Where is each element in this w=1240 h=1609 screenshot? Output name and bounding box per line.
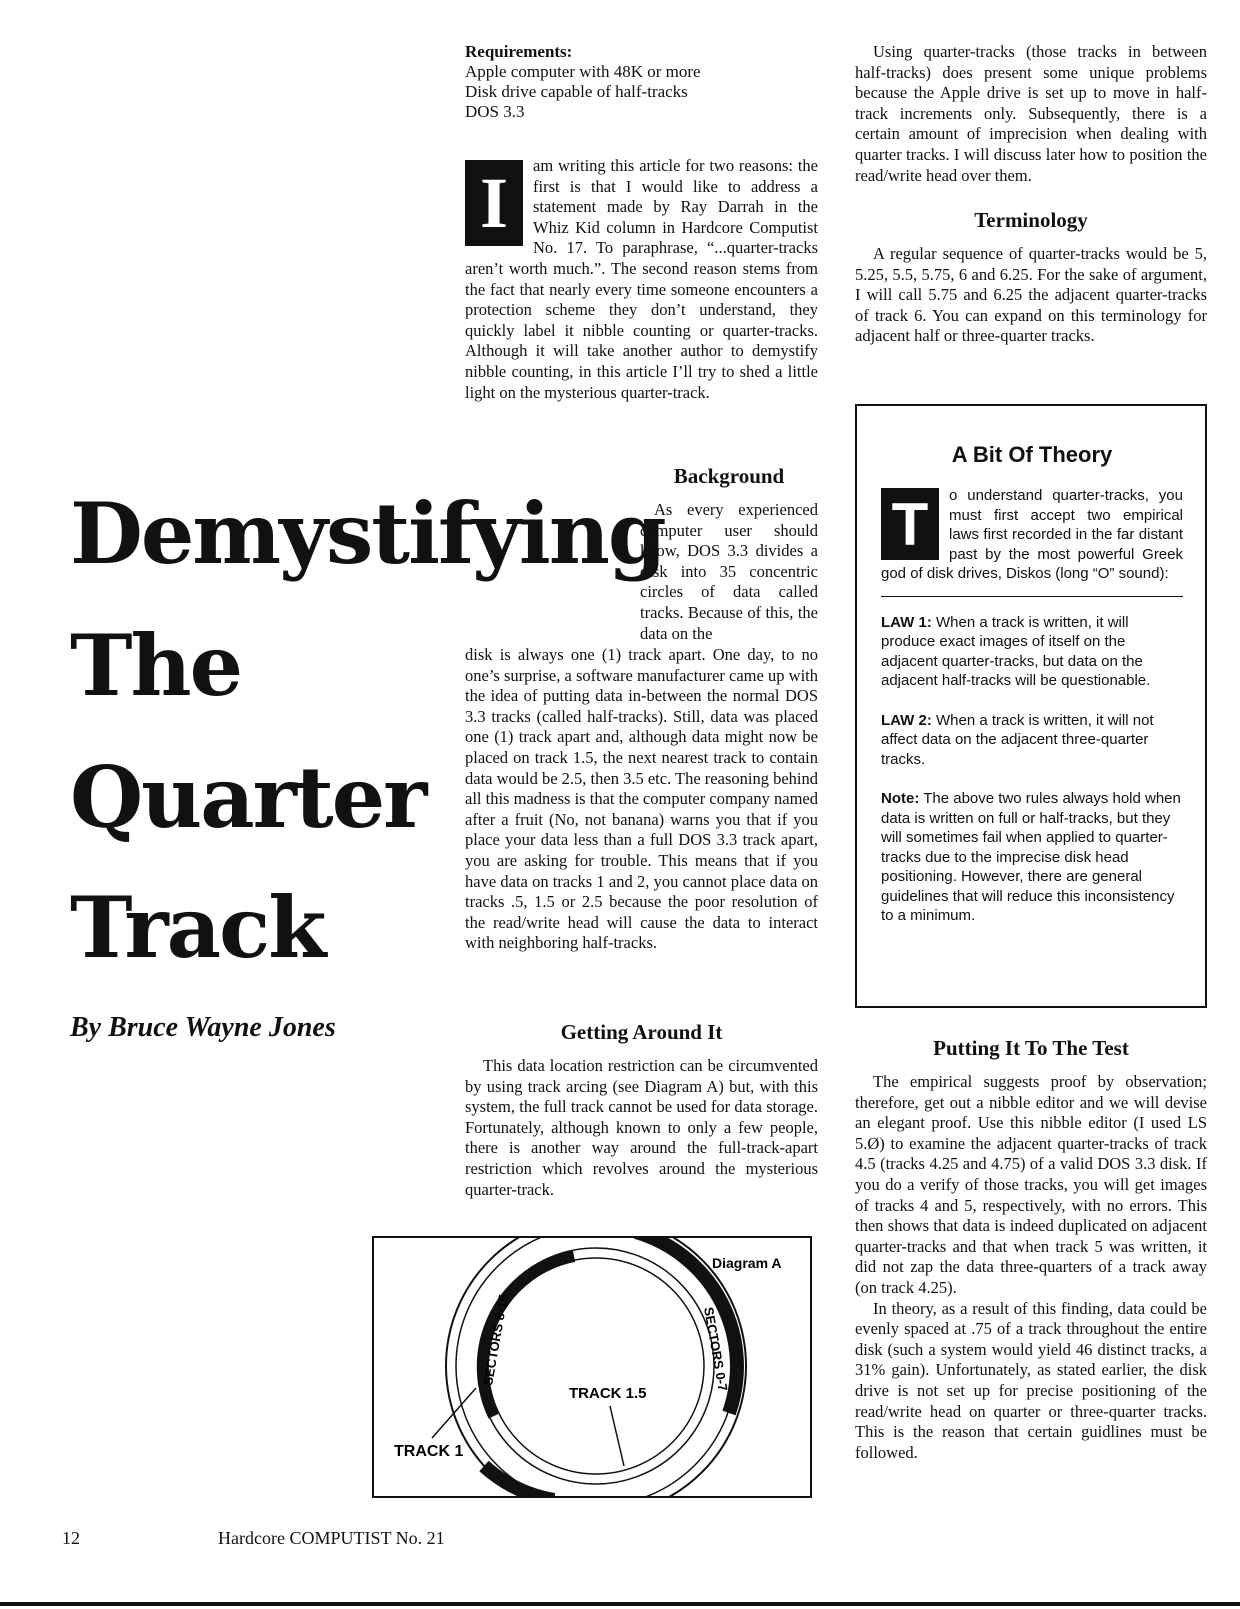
terminology-paragraph: A regular sequence of quarter-tracks would be 5, 5.25, 5.5, 5.75, 6 and 6.25. For the sake of argument, I will call 5.75 and 6.25 the adjacent quarter-tracks of track 6. You can expand on this terminology for adjacent half or three-quarter tracks. — [855, 244, 1207, 346]
law-1-label: LAW 1: — [881, 613, 932, 631]
title-line-3: Quarter — [70, 748, 426, 847]
requirement-item: Apple computer with 48K or more — [465, 62, 701, 81]
diagram-a — [372, 1236, 812, 1498]
requirements-heading: Requirements: — [465, 42, 573, 61]
title-line-4: Track — [70, 878, 325, 977]
byline: By Bruce Wayne Jones — [70, 1012, 336, 1043]
background-paragraph-bottom: disk is always one (1) track apart. One day, to no one’s surprise, a software manufacturer came up with the idea of putting data in-between the normal DOS 3.3 tracks (called half-tracks). Still, data was placed one (1) track apart and, although data might now be placed on track 1.5, the next nearest track to contain data would be 2.5, then 3.5 etc. The reasoning behind all this madness is that the computer company named after a fruit (No, not banana) warns you that if you place your data less than a full DOS 3.3 track apart, you are asking for trouble. This means that if you have data on tracks 1 and 2, you cannot place data on tracks .5, 1.5 or 2.5 because the poor resolution of the read/write head will cause the data to interact with neighboring half-tracks. — [465, 645, 818, 953]
theory-intro: o understand quarter-tracks, you must first accept two empirical laws first recorded in the far distant past by the most powerful Greek god of disk drives, Diskos (long “O” sound): — [881, 487, 1183, 582]
sectors-0-7-label: SECTORS 0-7 — [701, 1305, 731, 1393]
theory-note — [881, 789, 1183, 926]
track-1-5-label: TRACK 1.5 — [569, 1385, 647, 1402]
law-2-text: When a track is written, it will not affect data on the adjacent three-quarter tracks. — [881, 711, 1154, 768]
theory-divider — [881, 596, 1183, 597]
law-2 — [881, 711, 1183, 770]
intro-paragraph: am writing this article for two reasons: the first is that I would like to address a statement made by Ray Darrah in the Whiz Kid column in Hardcore Computist No. 17. To paraphrase, “...quarter-tracks aren’t worth much.”. The second reason stems from the fact that nearly every time someone encounters a protection scheme they don’t understand, they quickly label it nibble counting or quarter-tracks. Although it will take another author to demystify nibble counting, in this article I’ll try to shed a little light on the mysterious quarter-track. — [465, 156, 818, 402]
law-1-text: When a track is written, it will produce exact images of itself on the adjacent quarter-tracks, but data on the adjacent half-tracks will be questionable. — [881, 613, 1151, 689]
terminology-heading: Terminology — [974, 208, 1088, 232]
test-paragraph-2: In theory, as a result of this finding, data could be evenly spaced at .75 of a track throughout the entire disk (such a system would yield 46 distinct tracks, a 31% gain). Unfortunately, as stated earlier, the disk drive is not set up for precise positioning of the read/write head on quarter or three-quarter tracks. This is the reason that certain guidlines must be followed. — [855, 1298, 1207, 1462]
intro-dropcap: I — [465, 160, 523, 246]
getting-around-heading: Getting Around It — [560, 1020, 723, 1044]
requirements-box — [465, 42, 825, 122]
test-heading: Putting It To The Test — [933, 1036, 1129, 1060]
title-line-2: The — [70, 616, 242, 715]
background-heading: Background — [673, 464, 785, 488]
title-line-1: Demystifying — [70, 484, 665, 583]
track-1-5-pointer — [610, 1406, 624, 1466]
track-1-label: TRACK 1 — [394, 1443, 464, 1460]
intro-section — [465, 156, 818, 403]
sectors-8-15-label: SECTORS 8-15 — [480, 1293, 511, 1387]
requirement-item: DOS 3.3 — [465, 102, 525, 121]
test-section — [855, 1072, 1207, 1463]
theory-title: A Bit Of Theory — [951, 442, 1113, 467]
getting-around-paragraph: This data location restriction can be circumvented by using track arcing (see Diagram A) but, with this system, the full track cannot be used for data storage. Fortunately, although known to only a few people, there is another way around the full-track-apart restriction which revolves around the mysterious quarter-track. — [465, 1056, 818, 1199]
theory-dropcap: T — [881, 488, 939, 560]
track-arc-diagram — [374, 1238, 810, 1496]
page-number: 12 — [62, 1528, 80, 1548]
note-text: The above two rules always hold when data is written on full or half-tracks, but they will sometimes fail when applied to quarter-tracks due to the imprecise disk head positioning. However, there are general guidelines that will reduce this inconsistency to a minimum. — [881, 790, 1181, 924]
note-label: Note: — [881, 790, 920, 807]
outer-arc-lower — [484, 1466, 554, 1496]
publication-name: Hardcore COMPUTIST No. 21 — [218, 1528, 445, 1548]
diagram-label: Diagram A — [712, 1255, 782, 1271]
track-1-pointer — [432, 1388, 476, 1438]
requirement-item: Disk drive capable of half-tracks — [465, 82, 688, 101]
law-1 — [881, 613, 1183, 691]
law-2-label: LAW 2: — [881, 711, 932, 729]
bottom-rule — [0, 1602, 1240, 1606]
test-paragraph-1: The empirical suggests proof by observation; therefore, get out a nibble editor and we will devise an elegant proof. Use this nibble editor (I used LS 5.Ø) to examine the adjacent quarter-tracks of track 4.5 (tracks 4.25 and 4.75) of a valid DOS 3.3 disk. If you do a verify of those tracks, you will get images of tracks 4 and 5, respectively, with no errors. This then shows that data is indeed duplicated on adjacent quarter-tracks and that when track 5 was written, it did not zap the data three-quarters of a track away (on track 4.25). — [855, 1072, 1207, 1297]
background-paragraph-top: As every experienced computer user should know, DOS 3.3 divides a disk into 35 concentric circles of data called tracks. Because of this, the data on the — [640, 500, 818, 643]
theory-sidebar — [855, 404, 1207, 1008]
quarter-track-intro-paragraph: Using quarter-tracks (those tracks in between half-tracks) does present some unique problems because the Apple drive is set up to move in half-track increments only. Subsequently, there is a certain amount of imprecision when dealing with quarter tracks. I will discuss later how to position the read/write head over them. — [855, 42, 1207, 185]
